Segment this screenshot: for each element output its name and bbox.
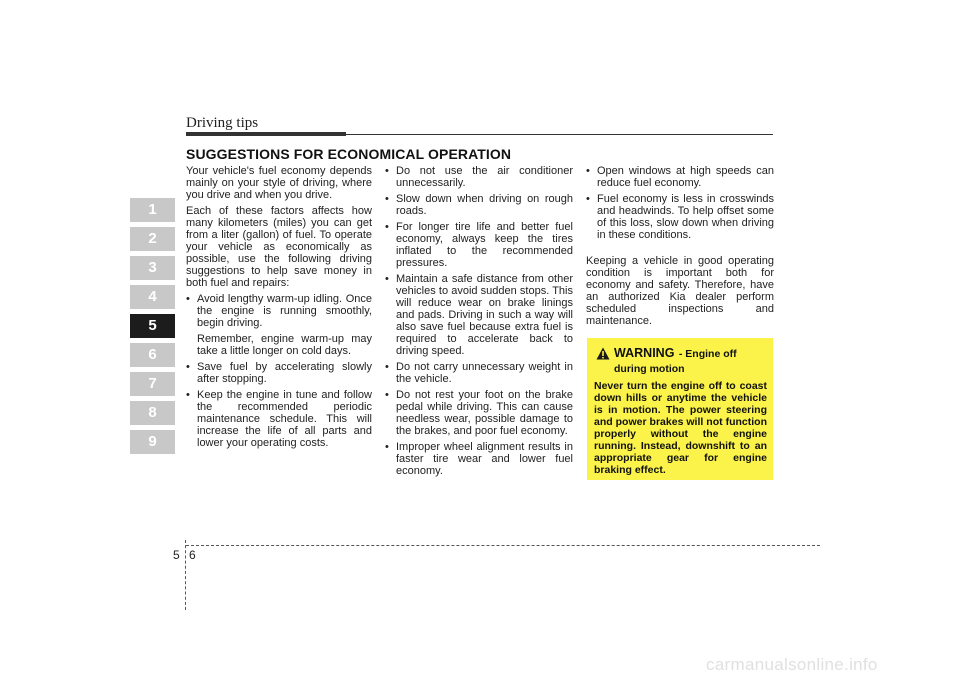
tips-list-1 [186,293,372,449]
list-item-note: Remember, engine warm-up may take a little longer on cold days. [197,333,372,357]
list-item: • Save fuel by accelerating slowly after stopping. [186,361,372,385]
list-item: • Fuel economy is less in crosswinds and headwinds. To help offset some of this loss, slow down when driving in these conditions. [586,193,774,241]
tips-list-3 [586,165,774,241]
list-item: • Maintain a safe distance from other vehicles to avoid sudden stops. This will reduce wear on brake linings and pads. Driving in such a way will also save fuel because extra fuel is required to accelerate back to driving speed. [385,273,573,357]
header-rule-thick [186,132,346,136]
chapter-tab-3[interactable]: 3 [130,256,175,280]
tips-list-2 [385,165,573,477]
warning-body: Never turn the engine off to coast down hills or anytime the vehicle is in motion. The power steering and power brakes will not function properly without the engine running. Instead, downshift to an appropriate gear for engine braking effect. [594,380,767,476]
footer-divider [186,545,820,546]
list-item: • Open windows at high speeds can reduce fuel economy. [586,165,774,189]
page-section-number: 5 [173,548,180,562]
list-item: • For longer tire life and better fuel economy, always keep the tires inflated to the recommended pressures. [385,221,573,269]
text-column-2 [385,165,573,481]
chapter-tab-8[interactable]: 8 [130,401,175,425]
list-item: • Do not use the air conditioner unnecessarily. [385,165,573,189]
text-column-1 [186,165,372,453]
chapter-tab-9[interactable]: 9 [130,430,175,454]
list-item: • Slow down when driving on rough roads. [385,193,573,217]
list-item: • Do not carry unnecessary weight in the vehicle. [385,361,573,385]
list-item-text: Avoid lengthy warm-up idling. Once the engine is running smoothly, begin driving. [197,293,372,329]
header-rule-thin [346,134,773,135]
page-number: 6 [189,548,196,562]
watermark: carmanualsonline.info [706,655,878,674]
chapter-tab-5[interactable]: 5 [130,314,175,338]
intro-paragraph-2: Each of these factors affects how many kilometers (miles) you can get from a liter (gallon) of fuel. To operate your vehicle as economically as possible, use the following driving suggestions to help save money in both fuel and repairs: [186,205,372,289]
intro-paragraph-1: Your vehicle's fuel economy depends mainly on your style of driving, where you drive and when you drive. [186,165,372,201]
list-item: • Improper wheel alignment results in faster tire wear and lower fuel economy. [385,441,573,477]
page-header-title: Driving tips [186,115,259,131]
chapter-tab-1[interactable]: 1 [130,198,175,222]
chapter-tab-4[interactable]: 4 [130,285,175,309]
chapter-tab-2[interactable]: 2 [130,227,175,251]
footer-vertical-divider [185,540,186,610]
warning-box [587,338,773,480]
section-heading: SUGGESTIONS FOR ECONOMICAL OPERATION [186,146,512,162]
warning-title: - Engine off during motion [614,348,737,375]
list-item: • Keep the engine in tune and follow the recommended periodic maintenance schedule. This will increase the life of all parts and lower your operating costs. [186,389,372,449]
list-item: • Do not rest your foot on the brake pedal while driving. This can cause needless wear, possible damage to the brakes, and poor fuel economy. [385,389,573,437]
warning-label: WARNING [614,346,675,360]
chapter-tab-7[interactable]: 7 [130,372,175,396]
warning-header [594,346,767,376]
chapter-tabs [130,198,175,459]
list-item [186,293,372,357]
warning-triangle-icon [596,347,610,360]
maintenance-paragraph: Keeping a vehicle in good operating condition is important both for economy and safety. Therefore, have an authorized Kia dealer perform scheduled inspections and maintenance. [586,255,774,327]
chapter-tab-6[interactable]: 6 [130,343,175,367]
text-column-3 [586,165,774,331]
